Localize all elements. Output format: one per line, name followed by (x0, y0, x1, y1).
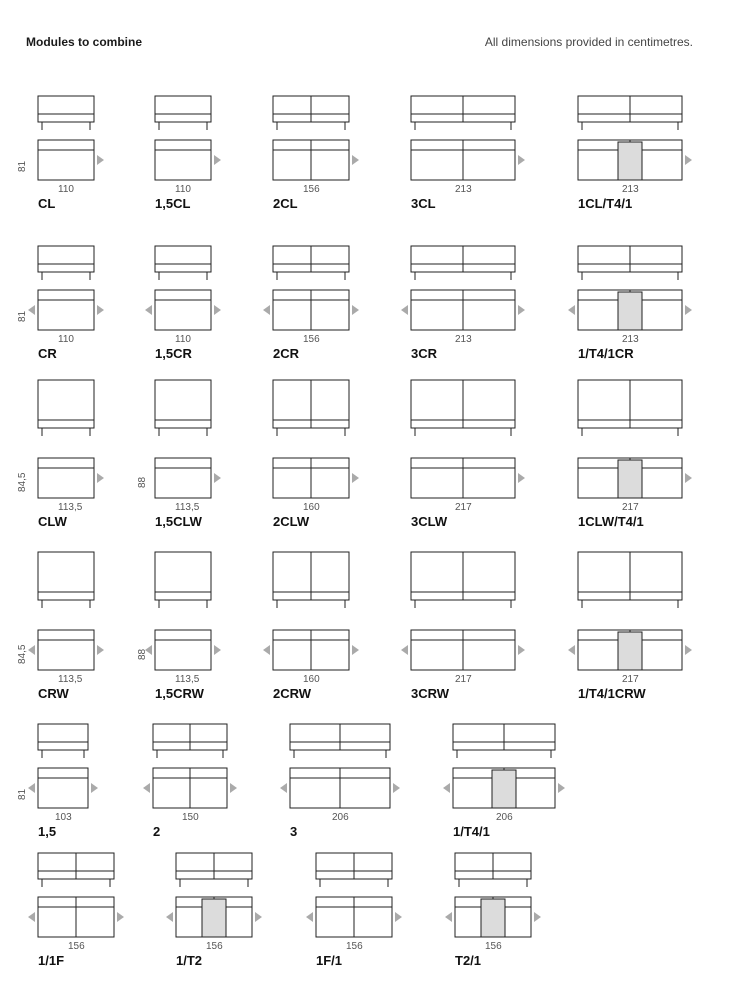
depth-label: 84,5 (17, 644, 28, 664)
extension-arrow (280, 783, 287, 793)
sofa-back (38, 96, 94, 114)
table-module (481, 899, 505, 937)
extension-arrow (166, 912, 173, 922)
module-code: 1/T4/1 (453, 824, 490, 839)
width-dimension: 110 (58, 184, 74, 195)
width-dimension: 113,5 (175, 674, 200, 685)
depth-label-alt: 88 (137, 648, 148, 660)
module-drawing (578, 552, 702, 672)
width-dimension: 160 (303, 674, 320, 685)
module-drawing (290, 724, 410, 844)
extension-arrow (534, 912, 541, 922)
extension-arrow (518, 155, 525, 165)
table-module (492, 770, 516, 808)
sofa-seat (38, 742, 88, 750)
width-dimension: 156 (346, 941, 363, 952)
module-code: 2 (153, 824, 161, 839)
width-dimension: 213 (622, 184, 639, 195)
width-dimension: 206 (496, 812, 513, 823)
width-dimension: 156 (68, 941, 85, 952)
depth-label: 81 (17, 160, 28, 172)
extension-arrow (28, 912, 35, 922)
extension-arrow (145, 305, 152, 315)
extension-arrow (518, 305, 525, 315)
module-code: 1,5CRW (155, 686, 204, 701)
depth-label: 84,5 (17, 472, 28, 492)
module-code: 1CLW/T4/1 (578, 514, 644, 529)
width-dimension: 217 (622, 674, 639, 685)
module-code: CR (38, 346, 57, 361)
width-dimension: 113,5 (175, 502, 200, 513)
extension-arrow (230, 783, 237, 793)
extension-arrow (263, 645, 270, 655)
width-dimension: 110 (58, 334, 74, 345)
module-code: 1/T2 (176, 953, 203, 968)
extension-arrow (97, 305, 104, 315)
extension-arrow (214, 473, 221, 483)
module-drawing (38, 552, 114, 672)
extension-arrow (97, 155, 104, 165)
extension-arrow (352, 473, 359, 483)
module-code: 3CR (411, 346, 438, 361)
sofa-back (38, 552, 94, 592)
module-code: 2CR (273, 346, 300, 361)
sofa-seat (38, 114, 94, 122)
module-code: 1,5CR (155, 346, 192, 361)
sofa-plan (38, 768, 88, 808)
sofa-plan (155, 290, 211, 330)
width-dimension: 150 (182, 812, 199, 823)
width-dimension: 217 (455, 502, 472, 513)
module-code: CRW (38, 686, 69, 701)
width-dimension: 160 (303, 502, 320, 513)
module-drawing (38, 380, 114, 500)
sofa-plan (38, 630, 94, 670)
table-module (618, 460, 642, 498)
module-code: 3CL (411, 196, 436, 211)
sofa-seat (155, 420, 211, 428)
width-dimension: 156 (206, 941, 223, 952)
table-module (202, 899, 226, 937)
dimensions-note: All dimensions provided in centimetres. (484, 35, 693, 49)
module-code: 1,5CLW (155, 514, 202, 529)
width-dimension: 113,5 (58, 502, 83, 513)
extension-arrow (568, 305, 575, 315)
module-drawing (155, 380, 231, 500)
extension-arrow (401, 305, 408, 315)
sofa-back (155, 246, 211, 264)
extension-arrow (352, 305, 359, 315)
width-dimension: 213 (455, 184, 472, 195)
module-code: 1,5CL (155, 196, 191, 211)
sofa-seat (155, 592, 211, 600)
sofa-back (38, 724, 88, 742)
extension-arrow (443, 783, 450, 793)
table-module (618, 142, 642, 180)
depth-label: 81 (17, 310, 28, 322)
module-drawing (578, 380, 702, 500)
sofa-plan (38, 140, 94, 180)
extension-arrow (255, 912, 262, 922)
sofa-back (38, 380, 94, 420)
extension-arrow (28, 645, 35, 655)
depth-label-alt: 88 (137, 476, 148, 488)
module-drawing (411, 380, 535, 500)
width-dimension: 156 (303, 184, 320, 195)
sofa-plan (155, 140, 211, 180)
module-code: CL (38, 196, 56, 211)
module-code: 3CRW (411, 686, 450, 701)
extension-arrow (117, 912, 124, 922)
extension-arrow (685, 645, 692, 655)
extension-arrow (97, 473, 104, 483)
table-module (618, 292, 642, 330)
width-dimension: 113,5 (58, 674, 83, 685)
module-code: 1,5 (38, 824, 57, 839)
module-code: 1/T4/1CR (578, 346, 634, 361)
width-dimension: 110 (175, 184, 191, 195)
extension-arrow (685, 155, 692, 165)
extension-arrow (352, 155, 359, 165)
sofa-plan (155, 630, 211, 670)
module-code: 1/1F (38, 953, 65, 968)
table-module (618, 632, 642, 670)
module-code: 2CL (273, 196, 298, 211)
extension-arrow (143, 783, 150, 793)
sofa-seat (155, 264, 211, 272)
extension-arrow (393, 783, 400, 793)
extension-arrow (28, 783, 35, 793)
module-drawing (411, 552, 535, 672)
module-drawing (153, 724, 247, 844)
sofa-plan (38, 458, 94, 498)
sofa-seat (38, 592, 94, 600)
sofa-seat (38, 264, 94, 272)
module-code: 3CLW (411, 514, 448, 529)
width-dimension: 156 (303, 334, 320, 345)
extension-arrow (214, 645, 221, 655)
width-dimension: 213 (622, 334, 639, 345)
depth-label: 81 (17, 788, 28, 800)
module-code: 3 (290, 824, 298, 839)
width-dimension: 217 (622, 502, 639, 513)
extension-arrow (91, 783, 98, 793)
module-code: 1CL/T4/1 (578, 196, 633, 211)
module-code: CLW (38, 514, 67, 529)
extension-arrow (97, 645, 104, 655)
module-code: 2CRW (273, 686, 312, 701)
module-code: 1/T4/1CRW (578, 686, 646, 701)
extension-arrow (568, 645, 575, 655)
sofa-back (38, 246, 94, 264)
width-dimension: 213 (455, 334, 472, 345)
sofa-plan (155, 458, 211, 498)
extension-arrow (445, 912, 452, 922)
extension-arrow (518, 645, 525, 655)
extension-arrow (685, 305, 692, 315)
sofa-back (155, 380, 211, 420)
extension-arrow (558, 783, 565, 793)
sofa-plan (38, 290, 94, 330)
extension-arrow (352, 645, 359, 655)
extension-arrow (263, 305, 270, 315)
extension-arrow (395, 912, 402, 922)
module-code: T2/1 (455, 953, 482, 968)
sofa-back (155, 96, 211, 114)
width-dimension: 110 (175, 334, 191, 345)
module-code: 2CLW (273, 514, 310, 529)
module-drawing (273, 552, 369, 672)
extension-arrow (214, 155, 221, 165)
width-dimension: 103 (55, 812, 72, 823)
extension-arrow (401, 645, 408, 655)
extension-arrow (306, 912, 313, 922)
module-drawing (155, 552, 231, 672)
extension-arrow (214, 305, 221, 315)
module-code: 1F/1 (316, 953, 343, 968)
sofa-seat (155, 114, 211, 122)
width-dimension: 156 (485, 941, 502, 952)
extension-arrow (518, 473, 525, 483)
page-title: Modules to combine (26, 35, 143, 49)
sofa-seat (38, 420, 94, 428)
sofa-back (155, 552, 211, 592)
extension-arrow (28, 305, 35, 315)
extension-arrow (685, 473, 692, 483)
module-drawing (273, 380, 369, 500)
width-dimension: 217 (455, 674, 472, 685)
width-dimension: 206 (332, 812, 349, 823)
